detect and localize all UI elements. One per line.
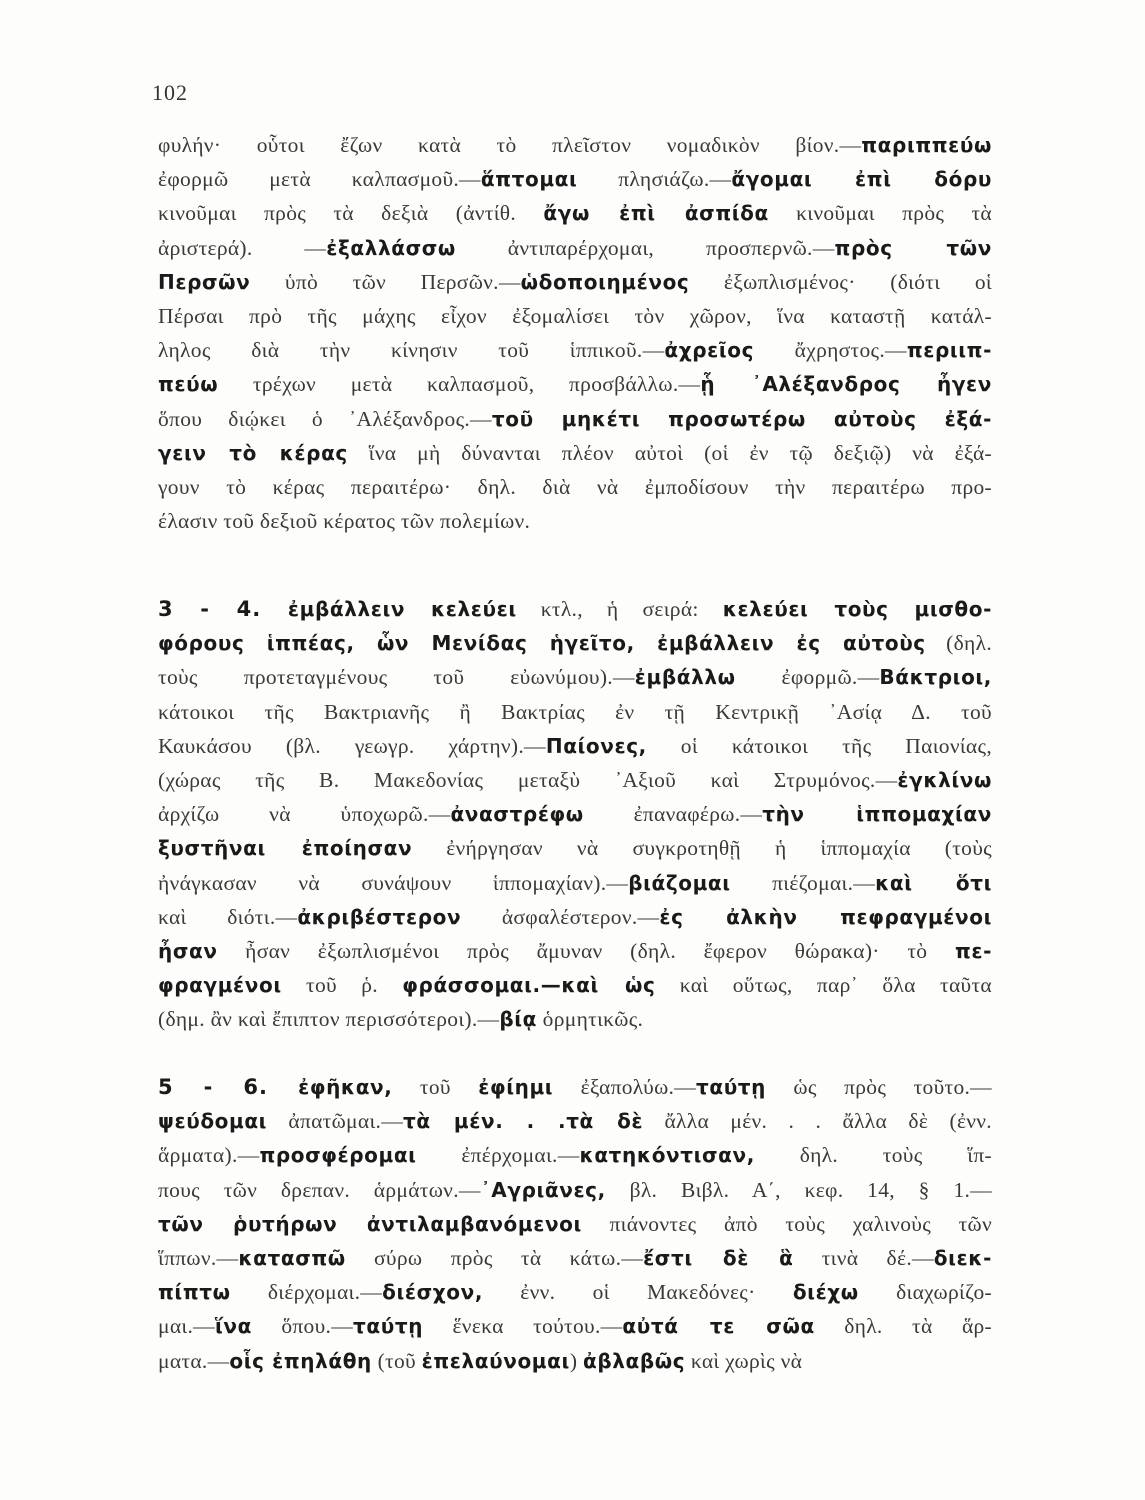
text-line (158, 1275, 992, 1309)
gloss-text: πλησιάζω.— (577, 167, 732, 192)
headword: ἐμβάλλω (634, 665, 736, 690)
gloss-text: (χώρας τῆς Β. Μακεδονίας μεταξὺ ᾿Αξιοῦ καὶ Στρυμόνος.— (158, 768, 898, 793)
gloss-text: ἀριστερά). — (158, 235, 327, 260)
headword: πίπτω (158, 1280, 231, 1305)
gloss-text: ἕνεκα τούτου.— (423, 1314, 623, 1339)
headword: κατασπῶ (238, 1246, 346, 1271)
text-line (158, 333, 992, 367)
text-line (158, 626, 992, 660)
paragraph-2 (158, 592, 992, 1037)
headword: ὡδοποιημένος (520, 269, 690, 294)
text-line (158, 592, 992, 626)
gloss-text: ληλος διὰ τὴν κίνησιν τοῦ ἱππικοῦ.— (158, 338, 665, 363)
gloss-text: κινοῦμαι πρὸς τὰ (768, 201, 992, 226)
gloss-text: πους τῶν δρεπαν. ἁρμάτων.— (158, 1177, 481, 1202)
headword: φραγμένοι (158, 973, 282, 998)
gloss-text: οἱ κάτοικοι τῆς Παιονίας, (646, 733, 992, 758)
gloss-text: ἀσφαλέστερον.— (461, 904, 660, 929)
gloss-text: ἐφορμῶ.— (735, 665, 880, 690)
text-line (158, 299, 992, 333)
headword: διέσχον, (382, 1280, 484, 1305)
text-line (158, 660, 992, 694)
headword: φόρους ἱππέας, ὧν Μενίδας ἡγεῖτο, ἐμβάλλειν ἐς αὐτοὺς (158, 631, 926, 656)
headword: Βάκτριοι, (879, 665, 993, 690)
gloss-text: τινὰ δέ.— (793, 1246, 934, 1271)
headword: ἀβλαβῶς (583, 1348, 686, 1373)
text-line (158, 934, 992, 968)
gloss-text: δηλ. τὰ ἅρ- (814, 1314, 992, 1339)
headword: πεύω (158, 372, 219, 397)
text-line (158, 196, 992, 230)
headword: τῶν ῥυτήρων ἀντιλαμβανόμενοι (158, 1211, 582, 1236)
gloss-text: ἐξαπολύω.— (553, 1075, 696, 1099)
headword: Περσῶν (158, 269, 251, 294)
gloss-text: ἄχρηστος.— (754, 338, 907, 363)
gloss-text: ἄλλα μέν. . . ἄλλα δὲ (ἐνν. (643, 1109, 992, 1134)
text-line (158, 436, 992, 470)
text-line (158, 1104, 992, 1138)
text-line (158, 1344, 992, 1378)
gloss-text: καὶ χωρὶς νὰ (685, 1348, 803, 1373)
headword: ᾿Αγριᾶνες, (480, 1177, 606, 1202)
gloss-text: ὡς πρὸς τοῦτο.— (766, 1075, 992, 1099)
text-line (158, 1241, 992, 1275)
gloss-text: ματα.— (158, 1348, 230, 1373)
headword: φράσσομαι.—καὶ ὡς (402, 973, 656, 998)
gloss-text: διέρχομαι.— (230, 1280, 383, 1305)
gloss-text: ) (569, 1348, 583, 1373)
text-line (158, 128, 992, 162)
headword: ἅπτομαι (480, 167, 578, 192)
page-number: 102 (152, 80, 188, 105)
gloss-text: Πέρσαι πρὸ τῆς μάχης εἶχον ἐξομαλίσει τὸν χῶρον, ἵνα καταστῇ κατάλ- (158, 304, 992, 329)
headword: κατηκόντισαν, (579, 1143, 755, 1168)
text-line (158, 1002, 992, 1036)
gloss-text: ἐφορμῶ μετὰ καλπασμοῦ.— (158, 167, 481, 192)
gloss-text: ἀντιπαρέρχομαι, προσπερνῶ.— (455, 235, 835, 260)
headword: οἷς ἐπηλάθη (229, 1348, 372, 1373)
text-line (158, 900, 992, 934)
gloss-text: ἐνν. οἱ Μακεδόνες· (483, 1280, 793, 1305)
headword: ἀχρεῖος (664, 338, 755, 363)
text-line (158, 968, 992, 1002)
gloss-text: ἐπαναφέρω.— (583, 802, 763, 827)
text-line (158, 1309, 992, 1343)
text-line (158, 402, 992, 436)
text-line (158, 470, 992, 504)
gloss-text: ἦσαν ἐξωπλισμένοι πρὸς ἄμυναν (δηλ. ἔφερον θώρακα)· τὸ (217, 939, 955, 964)
paragraph-3 (158, 1070, 992, 1378)
headword: γειν τὸ κέρας (158, 440, 348, 465)
text-line (158, 831, 992, 865)
gloss-text: καὶ οὕτως, παρ᾿ ὅλα ταῦτα (655, 973, 992, 998)
headword: ἐφῆκαν, (298, 1075, 393, 1099)
headword: διέχω (792, 1280, 859, 1305)
text-line (158, 1173, 992, 1207)
text-line (158, 265, 992, 299)
paragraph-1 (158, 128, 992, 538)
headword: τὰ μέν. . .τὰ δὲ (403, 1109, 644, 1134)
headword: αὐτά τε σῶα (622, 1314, 815, 1339)
section-number: 3 - 4. (158, 597, 288, 621)
headword: ταύτῃ (696, 1075, 767, 1099)
headword: ἔστι δὲ ἃ (643, 1246, 794, 1271)
headword: Παίονες, (545, 733, 647, 758)
text-line (158, 695, 992, 729)
gloss-text: ἐξωπλισμένος· (διότι οἱ (689, 269, 992, 294)
text-line (158, 866, 992, 900)
headword: περιιπ- (906, 338, 992, 363)
gloss-text: τρέχων μετὰ καλπασμοῦ, προσβάλλω.— (218, 372, 701, 397)
headword: τὴν ἱππομαχίαν (762, 802, 992, 827)
headword: καὶ ὅτι (875, 870, 992, 895)
text-line (158, 162, 992, 196)
text-line (158, 1070, 992, 1104)
gloss-text: διαχωρίζο- (858, 1280, 992, 1305)
gloss-text: κινοῦμαι πρὸς τὰ δεξιὰ (ἀντίθ. (158, 201, 544, 226)
text-line (158, 763, 992, 797)
headword: βιάζομαι (628, 870, 731, 895)
headword: ἵνα (214, 1314, 252, 1339)
gloss-text: ἵνα μὴ δύνανται πλέον αὐτοὶ (οἱ ἐν τῷ δεξιῷ) νὰ ἐξά- (347, 440, 993, 465)
headword: ἄγομαι ἐπὶ δόρυ (731, 167, 993, 192)
gloss-text: ἵππων.— (158, 1246, 239, 1271)
headword: ᾗ ᾿Αλέξανδρος ἦγεν (700, 372, 992, 397)
headword: ἐμβάλλειν κελεύει (287, 597, 517, 621)
gloss-text: δηλ. τοὺς ἵπ- (754, 1143, 992, 1168)
gloss-text: ὑπὸ τῶν Περσῶν.— (250, 269, 521, 294)
gloss-text: Καυκάσου (βλ. γεωγρ. χάρτην).— (158, 733, 546, 758)
gloss-text: γουν τὸ κέρας περαιτέρω· δηλ. διὰ νὰ ἐμποδίσουν τὴν περαιτέρω προ- (158, 475, 992, 500)
gloss-text: (δημ. ἂν καὶ ἔπιπτον περισσότεροι).— (158, 1007, 500, 1032)
gloss-text: ἐνήργησαν νὰ συγκροτηθῇ ἡ ἱππομαχία (τοὺς (412, 836, 992, 861)
headword: κελεύει τοὺς μισθο- (722, 597, 992, 621)
headword: ἐς ἀλκὴν πεφραγμένοι (659, 904, 992, 929)
gloss-text: κάτοικοι τῆς Βακτριανῆς ἢ Βακτρίας ἐν τῇ Κεντρικῇ ᾿Ασίᾳ Δ. τοῦ (158, 699, 992, 724)
headword: πε- (954, 939, 992, 964)
gloss-text: ὅπου.— (251, 1314, 354, 1339)
gloss-text: τοῦ (392, 1075, 479, 1099)
gloss-text: κτλ., ἡ σειρά: (516, 597, 723, 621)
gloss-text: καὶ διότι.— (158, 904, 298, 929)
gloss-text: βλ. Βιβλ. Α΄, κεφ. 14, § 1.— (605, 1177, 992, 1202)
text-line (158, 504, 992, 538)
text-line (158, 367, 992, 401)
text-line (158, 797, 992, 831)
gloss-text: (τοῦ (371, 1348, 422, 1373)
headword: ξυστῆναι ἐποίησαν (158, 836, 413, 861)
headword: ἀναστρέφω (450, 802, 584, 827)
gloss-text: τοῦ ῥ. (281, 973, 403, 998)
gloss-text: ἅρματα).— (158, 1143, 260, 1168)
text-line (158, 729, 992, 763)
gloss-text: σύρω πρὸς τὰ κάτω.— (345, 1246, 644, 1271)
headword: ἐφίημι (478, 1075, 554, 1099)
gloss-text: τοὺς προτεταγμένους τοῦ εὐωνύμου).— (158, 665, 635, 690)
headword: ἀκριβέστερον (297, 904, 462, 929)
text-line (158, 231, 992, 265)
headword: ταύτῃ (353, 1314, 424, 1339)
headword: ἄγω ἐπὶ ἀσπίδα (543, 201, 769, 226)
headword: ἐπελαύνομαι (421, 1348, 570, 1373)
headword: ἦσαν (158, 939, 218, 964)
gloss-text: πιέζομαι.— (730, 870, 876, 895)
gloss-text: ἐπέρχομαι.— (416, 1143, 580, 1168)
headword: πρὸς τῶν (834, 235, 992, 260)
gloss-text: μαι.— (158, 1314, 215, 1339)
headword: βίᾳ (499, 1007, 537, 1032)
headword: ἐγκλίνω (897, 768, 992, 793)
gloss-text: (δηλ. (925, 631, 993, 656)
gloss-text: φυλήν· οὗτοι ἔζων κατὰ τὸ πλεῖστον νομαδικὸν βίον.— (158, 133, 862, 157)
headword: ἐξαλλάσσω (326, 235, 456, 260)
headword: τοῦ μηκέτι προσωτέρω αὐτοὺς ἐξά- (491, 406, 992, 431)
gloss-text: ὁρμητικῶς. (537, 1007, 644, 1032)
gloss-text: έλασιν τοῦ δεξιοῦ κέρατος τῶν πολεμίων. (158, 509, 531, 534)
gloss-text: ὅπου διῴκει ὁ ᾿Αλέξανδρος.— (158, 406, 492, 431)
gloss-text: πιάνοντες ἀπὸ τοὺς χαλινοὺς τῶν (581, 1211, 992, 1236)
gloss-text: ἀρχίζω νὰ ὑποχωρῶ.— (158, 802, 451, 827)
gloss-text: ἠνάγκασαν νὰ συνάψουν ἱππομαχίαν).— (158, 870, 629, 895)
section-number: 5 - 6. (158, 1075, 299, 1099)
headword: ψεύδομαι (158, 1109, 268, 1134)
headword: διεκ- (933, 1246, 992, 1271)
text-line (158, 1138, 992, 1172)
headword: παριππεύω (861, 133, 992, 157)
text-line (158, 1207, 992, 1241)
gloss-text: ἀπατῶμαι.— (267, 1109, 404, 1134)
headword: προσφέρομαι (259, 1143, 417, 1168)
